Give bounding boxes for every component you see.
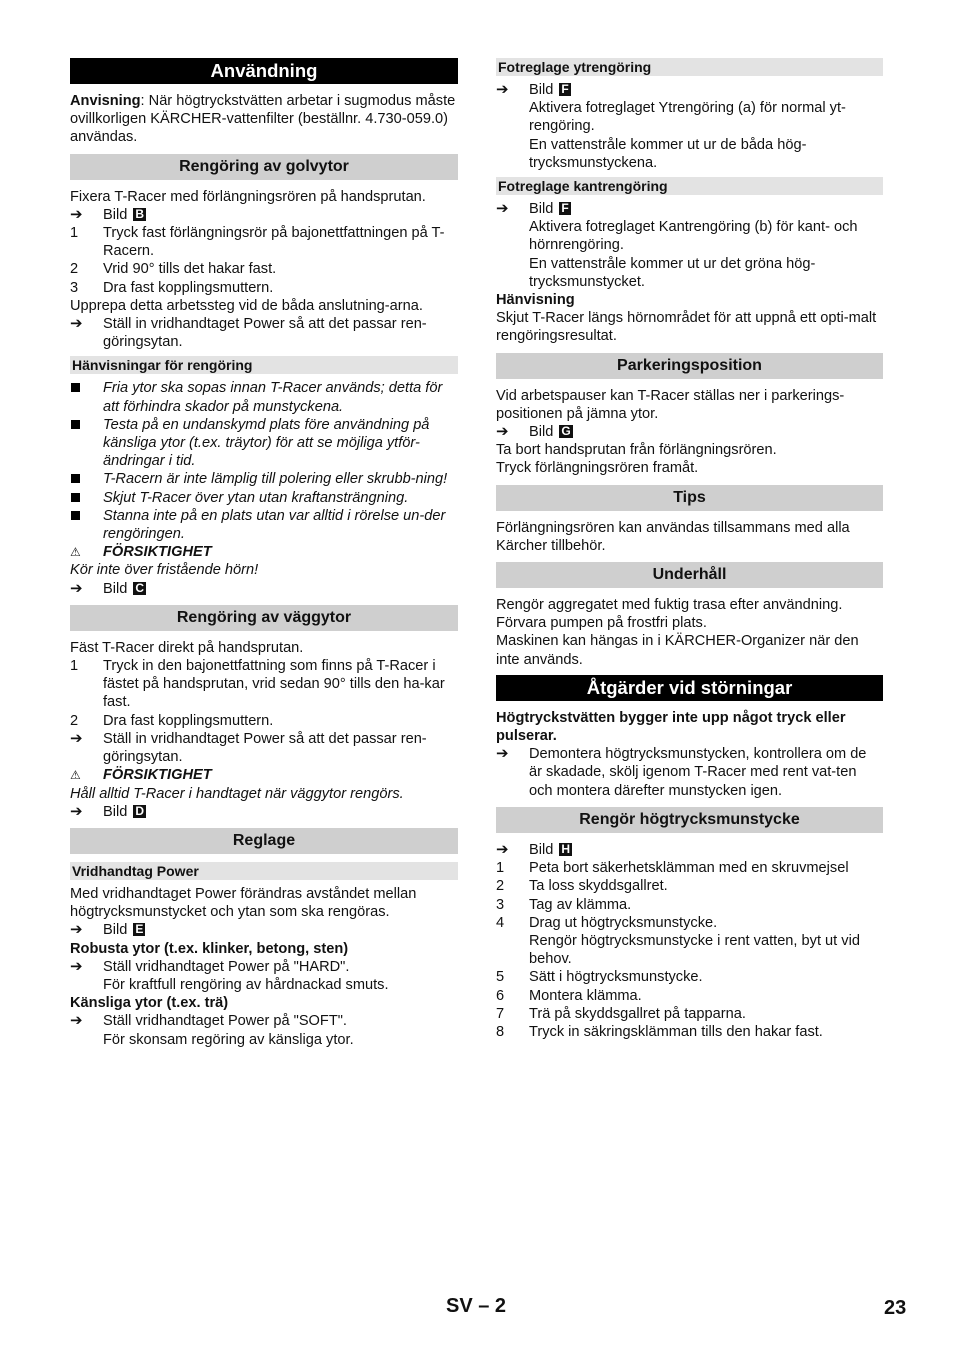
step-text: Drag ut högtrycksmunstycke. xyxy=(529,914,718,931)
step-text: Ta loss skyddsgallret. xyxy=(529,878,668,895)
caution-label-row xyxy=(70,766,458,784)
arrow-icon: ➔ xyxy=(70,315,83,333)
step-number: 3 xyxy=(496,896,505,913)
hint-text: Stanna inte på en plats utan var alltid i rörelse un-der rengöringen. xyxy=(103,507,446,543)
hint-item xyxy=(70,379,458,415)
step-number: 1 xyxy=(496,860,505,877)
foot-out-heading: Fotreglage ytrengöring xyxy=(496,58,883,76)
step-text: Peta bort säkerhetsklämman med en skruvmejsel xyxy=(529,860,849,877)
step-text: Dra fast kopplingsmuttern. xyxy=(103,279,274,296)
faults-heading: Åtgärder vid störningar xyxy=(496,675,883,701)
park-text: Vid arbetspauser kan T-Racer ställas ner i parkerings-positionen på jämna ytor. xyxy=(496,387,845,422)
figure-letter: G xyxy=(561,424,571,439)
hints-heading: Hänvisningar för rengöring xyxy=(70,356,458,374)
hint-item xyxy=(70,489,458,507)
step-text: Tryck fast förlängningsrör på bajonettfattningen på T-Racern. xyxy=(103,225,445,260)
left-column xyxy=(70,58,458,1049)
page-number: 23 xyxy=(884,1297,907,1319)
step-number: 1 xyxy=(70,225,79,242)
hint-text: Fria ytor ska sopas innan T-Racer används; detta för att förhindra skador på munstyckena. xyxy=(103,380,443,415)
step-number: 1 xyxy=(70,658,79,675)
step-text: Rengör högtrycksmunstycke i rent vatten, byt ut vid behov. xyxy=(529,932,860,968)
bullet-icon xyxy=(71,474,80,483)
action-text: Demontera högtrycksmunstycken, kontrollera om de är skadade, skölj igenom T-Racer med rent vat-ten och montera därefter munstycken igen. xyxy=(529,746,867,799)
figure-label: Bild xyxy=(529,841,554,858)
action-text: Ställ vridhandtaget Power på "HARD". xyxy=(103,958,350,975)
step-text: Tag av klämma. xyxy=(529,896,632,913)
sensitive-label: Känsliga ytor (t.ex. trä) xyxy=(70,995,229,1012)
power-heading: Vridhandtag Power xyxy=(70,862,458,880)
action-item xyxy=(70,730,458,766)
action-text: Ställ in vridhandtaget Power så att det passar ren-göringsytan. xyxy=(103,316,427,351)
list-item xyxy=(496,987,883,1005)
arrow-icon: ➔ xyxy=(70,921,83,939)
figure-label: Bild xyxy=(103,206,128,223)
caution-label: FÖRSIKTIGHET xyxy=(103,767,212,784)
figure-letter: B xyxy=(135,206,145,221)
figure-label: Bild xyxy=(529,201,554,218)
figure-ref xyxy=(70,580,458,598)
arrow-icon: ➔ xyxy=(70,579,83,597)
figure-letter: D xyxy=(135,803,145,818)
arrow-icon: ➔ xyxy=(70,729,83,747)
caution-label: FÖRSIKTIGHET xyxy=(103,544,212,561)
step-number: 2 xyxy=(496,878,505,895)
caution-label-row xyxy=(70,543,458,561)
step-text: Vrid 90° tills det hakar fast. xyxy=(103,261,277,278)
foot-edge-heading: Fotreglage kantrengöring xyxy=(496,177,883,195)
action-detail: För skonsam regöring av känsliga ytor. xyxy=(103,1031,354,1048)
figure-label: Bild xyxy=(103,580,128,597)
step-number: 3 xyxy=(70,279,79,296)
step-number: 8 xyxy=(496,1023,505,1040)
list-item xyxy=(70,279,458,297)
caution-text: Kör inte över fristående hörn! xyxy=(70,562,259,579)
wall-intro: Fäst T-Racer direkt på handsprutan. xyxy=(70,639,304,656)
floor-intro: Fixera T-Racer med förlängningsrören på handsprutan. xyxy=(70,188,426,205)
figure-ref xyxy=(496,423,883,441)
figure-label: Bild xyxy=(103,803,128,820)
figure-letter: E xyxy=(135,922,144,937)
arrow-icon: ➔ xyxy=(496,81,509,98)
hint-item xyxy=(70,416,458,471)
action-item xyxy=(496,745,883,800)
robust-label: Robusta ytor (t.ex. klinker, betong, sten) xyxy=(70,940,349,957)
tips-heading: Tips xyxy=(496,485,883,511)
figure-letter: F xyxy=(561,82,569,96)
park-heading: Parkeringsposition xyxy=(496,353,883,379)
action-text: Ställ in vridhandtaget Power så att det passar ren-göringsytan. xyxy=(103,730,427,766)
step-text: Dra fast kopplingsmuttern. xyxy=(103,712,274,729)
nozzle-heading: Rengör högtrycksmunstycke xyxy=(496,807,883,833)
step-number: 4 xyxy=(496,914,505,931)
hint-item xyxy=(70,470,458,488)
action-detail: För kraftfull rengöring av hårdnackad smuts. xyxy=(103,976,389,993)
figure-letter: H xyxy=(561,841,571,856)
foot-out-text2: En vattenstråle kommer ut ur de båda hög-trycksmunstyckena. xyxy=(529,136,807,171)
maintenance-text-2: Förvara pumpen på frostfri plats. xyxy=(496,615,707,632)
usage-heading: Användning xyxy=(70,58,458,84)
maintenance-text-1: Rengör aggregatet med fuktig trasa efter användning. xyxy=(496,597,843,614)
list-item xyxy=(70,712,458,730)
park-text3: Tryck förlängningsrören framåt. xyxy=(496,460,699,477)
tips-text: Förlängningsrören kan användas tillsammans med alla Kärcher tillbehör. xyxy=(496,519,850,554)
arrow-icon: ➔ xyxy=(70,1012,83,1030)
foot-edge-text2: En vattenstråle kommer ut ur det gröna hög-trycksmunstycket. xyxy=(529,255,816,290)
power-text: Med vridhandtaget Power förändras avståndet mellan högtrycksmunstycket och ytan som ska rengöras. xyxy=(70,885,417,921)
floor-heading: Rengöring av golvytor xyxy=(70,154,458,180)
step-number: 6 xyxy=(496,987,505,1004)
figure-label: Bild xyxy=(529,82,554,98)
hint-text: Testa på en undanskymd plats före användning på känsliga ytor (t.ex. träytor) för att se möjliga ytför-ändringar i tid. xyxy=(103,416,430,470)
foot-out-text: Aktivera fotreglaget Ytrengöring (a) för normal yt-rengöring. xyxy=(529,100,846,135)
list-item xyxy=(496,1023,883,1041)
action-text: Ställ vridhandtaget Power på "SOFT". xyxy=(103,1013,347,1030)
bullet-icon xyxy=(71,420,80,429)
list-item xyxy=(496,968,883,986)
list-item xyxy=(496,859,883,877)
wall-heading: Rengöring av väggytor xyxy=(70,605,458,631)
arrow-icon: ➔ xyxy=(70,802,83,820)
floor-repeat: Upprepa detta arbetssteg vid de båda anslutning-arna. xyxy=(70,297,423,314)
maintenance-text-3: Maskinen kan hängas in i KÄRCHER-Organizer när den inte används. xyxy=(496,633,859,668)
arrow-icon: ➔ xyxy=(496,840,509,858)
hint-text: Skjut T-Racer längs hörnområdet för att uppnå ett opti-malt rengöringsresultat. xyxy=(496,310,877,345)
step-number: 2 xyxy=(70,261,79,278)
action-item xyxy=(70,958,458,994)
step-text: Montera klämma. xyxy=(529,987,642,1004)
list-item xyxy=(70,260,458,278)
right-column xyxy=(496,58,883,1041)
note-label: Anvisning xyxy=(70,93,141,109)
step-text: Trä på skyddsgallret på tapparna. xyxy=(529,1005,746,1022)
step-number xyxy=(496,932,529,968)
step-text: Tryck in säkringsklämman tills den hakar fast. xyxy=(529,1023,823,1040)
hint-label: Hänvisning xyxy=(496,292,575,309)
figure-ref xyxy=(70,206,458,224)
bullet-icon xyxy=(71,511,80,520)
maintenance-heading: Underhåll xyxy=(496,562,883,588)
step-text: Sätt i högtrycksmunstycke. xyxy=(529,969,703,986)
list-item xyxy=(70,657,458,712)
hint-text: Skjut T-Racer över ytan utan kraftansträngning. xyxy=(103,489,409,506)
footer-language-page: SV – 2 xyxy=(446,1295,507,1317)
caution-text: Håll alltid T-Racer i handtaget när väggytor rengörs. xyxy=(70,785,404,802)
fault-label: Högtryckstvätten bygger inte upp något tryck eller pulserar. xyxy=(496,709,846,745)
step-text: Tryck in den bajonettfattning som finns på T-Racer i fästet på handsprutan, vrid sedan 90° tills den ha-kar fast. xyxy=(103,658,445,711)
figure-ref xyxy=(496,841,883,859)
note-text: : När högtryckstvätten arbetar i sugmodus måste ovillkorligen KÄRCHER-vattenfilter (beställnr. 4.730-059.0) användas. xyxy=(70,93,456,146)
foot-edge-text: Aktivera fotreglaget Kantrengöring (b) för kant- och hörnrengöring. xyxy=(529,219,858,254)
figure-ref xyxy=(496,81,883,172)
figure-letter: C xyxy=(135,580,145,595)
bullet-icon xyxy=(71,493,80,502)
action-item xyxy=(70,1012,458,1048)
figure-letter: F xyxy=(561,201,569,216)
usage-note xyxy=(70,92,458,147)
action-item xyxy=(70,315,458,351)
arrow-icon: ➔ xyxy=(496,745,509,763)
arrow-icon: ➔ xyxy=(496,423,509,441)
list-item xyxy=(496,1005,883,1023)
controls-heading: Reglage xyxy=(70,828,458,854)
figure-ref xyxy=(70,803,458,821)
warning-icon: ⚠ xyxy=(70,545,81,560)
step-number: 7 xyxy=(496,1005,505,1022)
park-text2: Ta bort handsprutan från förlängningsrören. xyxy=(496,442,777,459)
figure-label: Bild xyxy=(529,424,554,441)
warning-icon: ⚠ xyxy=(70,768,81,783)
arrow-icon: ➔ xyxy=(70,205,83,223)
list-item xyxy=(496,877,883,895)
list-item xyxy=(70,224,458,260)
figure-label: Bild xyxy=(103,922,128,939)
arrow-icon: ➔ xyxy=(70,957,83,975)
figure-ref xyxy=(496,200,883,291)
hint-text: T-Racern är inte lämplig till polering eller skrubb-ning! xyxy=(103,471,448,488)
step-number: 5 xyxy=(496,969,505,986)
bullet-icon xyxy=(71,383,80,392)
arrow-icon: ➔ xyxy=(496,200,509,218)
hint-item xyxy=(70,507,458,543)
figure-ref xyxy=(70,921,458,939)
list-item xyxy=(496,914,883,932)
step-number: 2 xyxy=(70,712,79,729)
list-item xyxy=(496,932,883,968)
list-item xyxy=(496,896,883,914)
